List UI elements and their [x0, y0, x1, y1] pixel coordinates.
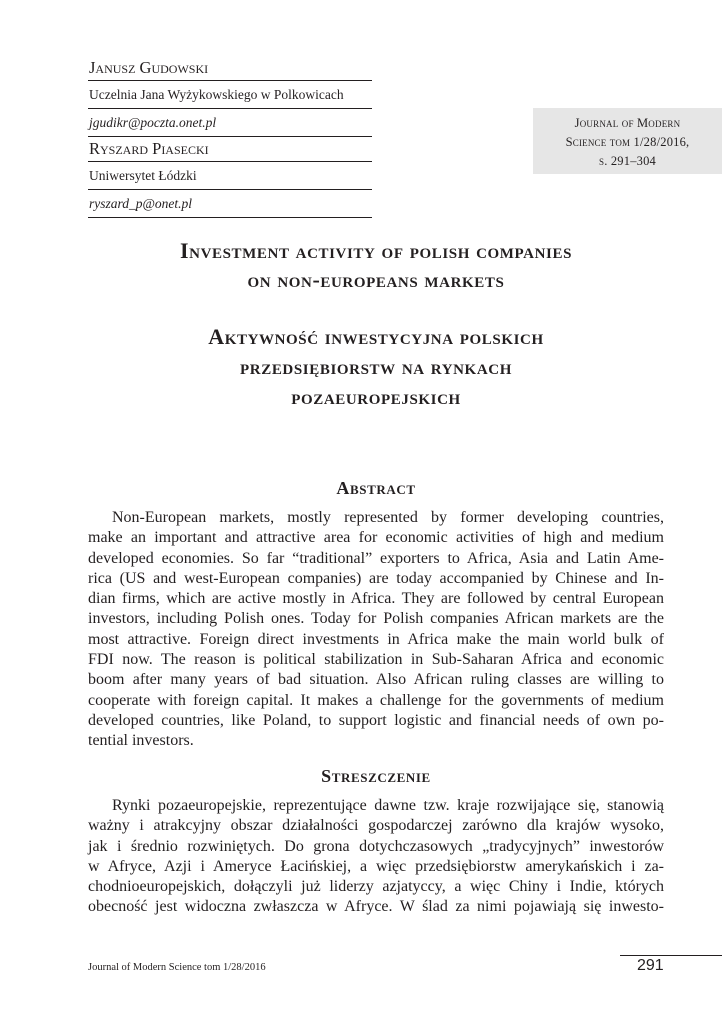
abstract-body [88, 508, 664, 752]
journal-citation-box [533, 108, 722, 174]
author-email: ryszard_p@onet.pl [88, 190, 372, 218]
abstract-line: developed economies. So far “traditional” exporters to Africa, Asia and Latin Ame- [88, 549, 664, 567]
author-name: Janusz Gudowski [88, 56, 372, 81]
title-line: przedsiębiorstw na rynkach [240, 354, 512, 379]
footer-rule [620, 955, 722, 956]
abstract-line: FDI now. The reason is political stabilization in Sub-Saharan Africa and economic [88, 651, 664, 669]
journal-citation-line: Journal of Modern [574, 116, 681, 130]
title-line: pozaeuropejskich [291, 384, 461, 409]
title-english [60, 236, 692, 294]
abstract-line: Non-European markets, mostly represented by former developing countries, [112, 509, 664, 526]
abstract-heading: Abstract [336, 478, 416, 498]
streszczenie-line: Rynki pozaeuropejskie, reprezentujące dawne tzw. kraje rozwijające się, stanowią [112, 797, 664, 814]
streszczenie-line: ważny i atrakcyjny obszar działalności gospodarczej zarówno dla krajów wysoko, [88, 817, 664, 835]
abstract-line: tential investors. [88, 732, 194, 750]
title-line: Investment activity of polish companies [179, 238, 573, 263]
journal-citation-line: Science tom 1/28/2016, [565, 135, 690, 149]
abstract-line: investors, including Polish ones. Today for Polish companies African markets are the [88, 610, 664, 628]
page-number: 291 [637, 957, 664, 974]
streszczenie-body [88, 796, 664, 918]
title-line: on non-europeans markets [247, 267, 505, 292]
title-line: Aktywność inwestycyjna polskich [208, 324, 544, 349]
abstract-line: most attractive. Foreign direct investments in Africa make the main world bulk of [88, 630, 664, 648]
abstract-line: rica (US and west-European companies) are today accompanied by Chinese and In- [88, 569, 664, 587]
abstract-line: boom after many years of bad situation. Also African ruling classes are willing to [88, 671, 664, 689]
streszczenie-line: w Afryce, Azji i Ameryce Łacińskiej, a więc przedsiębiorstw amerykańskich i za- [88, 857, 664, 875]
journal-citation-line: s. 291–304 [598, 154, 656, 168]
authors-block [88, 56, 372, 218]
streszczenie-heading: Streszczenie [321, 766, 431, 786]
abstract-line: cooperate with foreign capital. It makes a challenge for the governments of medium [88, 691, 664, 709]
streszczenie-line: obecność jest widoczna zwłaszcza w Afryce. W ślad za nimi pojawiają się inwesto- [88, 898, 664, 916]
title-polish [60, 322, 692, 412]
author-affiliation: Uniwersytet Łódzki [88, 162, 372, 190]
abstract-line: make an important and attractive area for economic activities of high and medium [88, 529, 664, 547]
streszczenie-line: jak i średnio rozwiniętych. Do grona dotychczasowych „tradycyjnych” inwestorów [88, 837, 664, 855]
author-email: jgudikr@poczta.onet.pl [88, 109, 372, 137]
author-affiliation: Uczelnia Jana Wyżykowskiego w Polkowicach [88, 81, 372, 109]
abstract-line: dian firms, which are active mostly in Africa. They are followed by central European [88, 590, 664, 608]
streszczenie-line: chodnioeuropejskich, dołączyli już liderzy azjatyccy, a więc Chiny i Indie, których [88, 878, 664, 896]
author-name: Ryszard Piasecki [88, 137, 372, 162]
footer-journal: Journal of Modern Science tom 1/28/2016 [88, 962, 266, 973]
abstract-line: developed countries, like Poland, to support logistic and financial needs of own po- [88, 711, 664, 729]
